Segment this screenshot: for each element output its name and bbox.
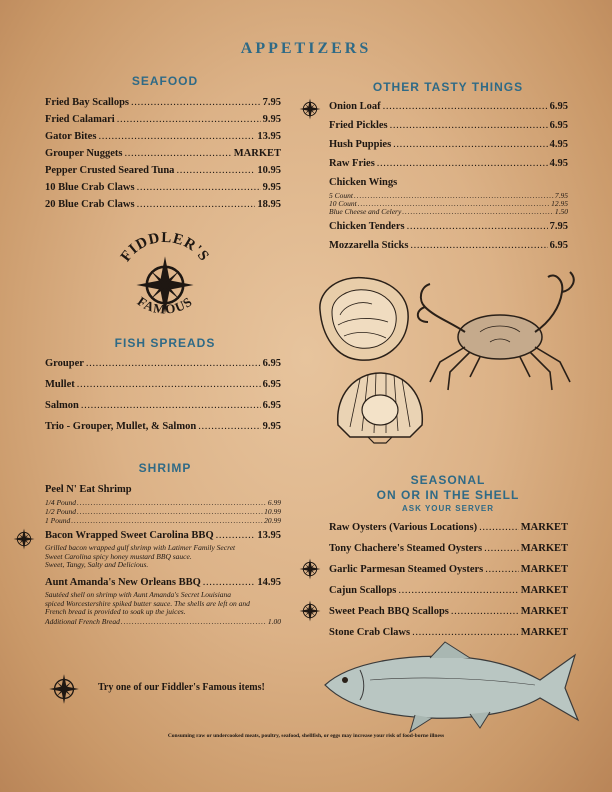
bacon-item — [45, 530, 281, 570]
shrimp-heading: SHRIMP — [138, 461, 192, 475]
item-name: Gator Bites — [45, 131, 97, 142]
option-label: 5 Count — [329, 191, 353, 200]
item-price: 13.95 — [257, 131, 281, 142]
item-price: 6.95 — [549, 101, 568, 112]
wing-option — [329, 199, 568, 207]
item-price: 6.95 — [262, 379, 281, 390]
item-name: Chicken Tenders — [329, 221, 405, 232]
item-price: 10.95 — [257, 165, 281, 176]
logo-bottom-text: FAMOUS — [134, 293, 196, 317]
item-price: 9.95 — [262, 114, 281, 125]
menu-item — [45, 131, 281, 148]
item-name: Raw Oysters (Various Locations) — [329, 522, 478, 533]
size-option — [45, 516, 281, 525]
option-price: 12.95 — [551, 199, 568, 208]
item-name: Raw Fries — [329, 158, 375, 169]
seasonal-list — [329, 522, 568, 648]
shrimp-list — [45, 484, 281, 525]
item-name: Mozzarella Sticks — [329, 240, 409, 251]
item-price: 18.95 — [257, 199, 281, 210]
item-name: Pepper Crusted Seared Tuna — [45, 165, 175, 176]
item-price: MARKET — [520, 543, 568, 554]
seafood-heading: SEAFOOD — [131, 74, 199, 88]
menu-item — [329, 221, 568, 240]
other-list — [329, 101, 568, 259]
item-description: spiced Worcestershire spiked butter sauce. The shells are left on and — [45, 598, 250, 608]
item-description: Sautéed shell on shrimp with Aunt Amanda's Secret Louisiana — [45, 590, 232, 599]
item-name: Trio - Grouper, Mullet, & Salmon — [45, 421, 197, 432]
item-price: MARKET — [520, 585, 568, 596]
item-name: Sweet Peach BBQ Scallops — [329, 606, 449, 617]
compass-rose-icon — [296, 557, 324, 581]
item-price: 6.95 — [262, 358, 281, 369]
logo-top-text: FIDDLER'S — [117, 230, 213, 265]
size-option — [45, 507, 281, 516]
item-price: 6.95 — [262, 400, 281, 411]
option-price: 20.99 — [264, 516, 281, 525]
seasonal-heading-line1: SEASONAL — [410, 473, 486, 487]
menu-item — [329, 543, 568, 564]
item-price: 13.95 — [257, 530, 281, 541]
compass-rose-icon — [10, 527, 38, 551]
item-description: Grilled bacon wrapped gulf shrimp with Latimer Family Secret — [45, 543, 236, 552]
menu-item — [45, 97, 281, 114]
wing-option — [329, 191, 568, 199]
option-label: 1 Pound — [45, 516, 71, 525]
compass-rose-icon — [296, 599, 324, 623]
menu-item — [329, 522, 568, 543]
item-name: Peel N' Eat Shrimp — [45, 484, 132, 495]
menu-item — [329, 564, 568, 585]
item-name: Chicken Wings — [329, 177, 398, 188]
item-description: Sweet Carolina spicy honey mustard BBQ sauce. — [45, 551, 192, 561]
fiddlers-famous-logo — [105, 230, 225, 330]
menu-item — [329, 139, 568, 158]
compass-rose-icon — [296, 97, 324, 121]
item-price: 4.95 — [549, 158, 568, 169]
item-price: MARKET — [233, 148, 281, 159]
item-price: 14.95 — [257, 577, 281, 588]
menu-item — [45, 199, 281, 216]
item-price: 7.95 — [262, 97, 281, 108]
option-price: 10.99 — [264, 507, 281, 516]
menu-item — [45, 421, 281, 442]
other-heading: OTHER TASTY THINGS — [372, 80, 524, 94]
amanda-item — [45, 577, 281, 626]
menu-item — [45, 165, 281, 182]
fish-spreads-heading: FISH SPREADS — [114, 336, 216, 350]
item-name: Stone Crab Claws — [329, 627, 411, 638]
menu-item — [45, 358, 281, 379]
item-price: 6.95 — [549, 240, 568, 251]
addon-price: 1.00 — [267, 616, 281, 626]
option-price: 6.99 — [267, 498, 281, 507]
option-label: 1/2 Pound — [45, 507, 77, 516]
item-price: MARKET — [520, 564, 568, 575]
fish-spreads-list — [45, 358, 281, 442]
item-price: MARKET — [520, 522, 568, 533]
seafood-list — [45, 97, 281, 216]
seasonal-subheading: ASK YOUR SERVER — [401, 504, 495, 513]
item-name: Fried Calamari — [45, 114, 115, 125]
menu-item — [329, 120, 568, 139]
item-price: MARKET — [520, 606, 568, 617]
menu-item — [329, 158, 568, 177]
option-price: 7.95 — [554, 191, 568, 200]
item-name: Bacon Wrapped Sweet Carolina BBQ — [45, 530, 214, 541]
wing-option — [329, 207, 568, 218]
item-price: 7.95 — [549, 221, 568, 232]
size-option — [45, 498, 281, 507]
item-price: MARKET — [520, 627, 568, 638]
item-price: 9.95 — [262, 421, 281, 432]
menu-item — [45, 148, 281, 165]
item-name: Fried Bay Scallops — [45, 97, 130, 108]
item-price: 4.95 — [549, 139, 568, 150]
fish-illustration — [320, 640, 585, 735]
menu-item — [45, 484, 281, 498]
menu-item — [45, 577, 281, 591]
item-name: 20 Blue Crab Claws — [45, 199, 135, 210]
seasonal-heading-line2: ON OR IN THE SHELL — [376, 488, 520, 502]
item-name: Garlic Parmesan Steamed Oysters — [329, 564, 484, 575]
menu-item — [329, 177, 568, 191]
compass-rose-icon — [45, 673, 83, 705]
option-label: Blue Cheese and Celery — [329, 207, 402, 216]
menu-item — [45, 182, 281, 199]
item-price: 6.95 — [549, 120, 568, 131]
menu-item — [329, 585, 568, 606]
item-name: Onion Loaf — [329, 101, 381, 112]
addon-label: Additional French Bread — [45, 616, 120, 626]
menu-item — [45, 530, 281, 544]
menu-item — [45, 114, 281, 131]
menu-item — [329, 606, 568, 627]
menu-item — [329, 240, 568, 259]
item-name: Cajun Scallops — [329, 585, 397, 596]
menu-item — [45, 400, 281, 421]
option-label: 1/4 Pound — [45, 498, 77, 507]
item-name: Fried Pickles — [329, 120, 388, 131]
item-name: Grouper — [45, 358, 84, 369]
item-name: 10 Blue Crab Claws — [45, 182, 135, 193]
option-label: 10 Count — [329, 199, 357, 208]
page-title: APPETIZERS — [240, 40, 372, 57]
oyster-illustration — [310, 270, 420, 370]
item-name: Grouper Nuggets — [45, 148, 123, 159]
option-price: 1.50 — [554, 207, 568, 216]
item-description: French bread is provided to soak up the juices. — [45, 607, 186, 616]
try-note: Try one of our Fiddler's Famous items! — [98, 682, 265, 693]
addon — [45, 617, 281, 626]
item-description: Sweet, Tangy, Salty and Delicious. — [45, 560, 149, 569]
crab-illustration — [410, 262, 585, 397]
menu-item — [45, 379, 281, 400]
item-name: Mullet — [45, 379, 75, 390]
item-price: 9.95 — [262, 182, 281, 193]
item-name: Aunt Amanda's New Orleans BBQ — [45, 577, 201, 588]
item-name: Salmon — [45, 400, 79, 411]
item-name: Tony Chachere's Steamed Oysters — [329, 543, 483, 554]
menu-item — [329, 101, 568, 120]
item-name: Hush Puppies — [329, 139, 392, 150]
footer-disclaimer: Consuming raw or undercooked meats, poultry, seafood, shellfish, or eggs may increase your risk of food-borne illness — [167, 733, 445, 739]
